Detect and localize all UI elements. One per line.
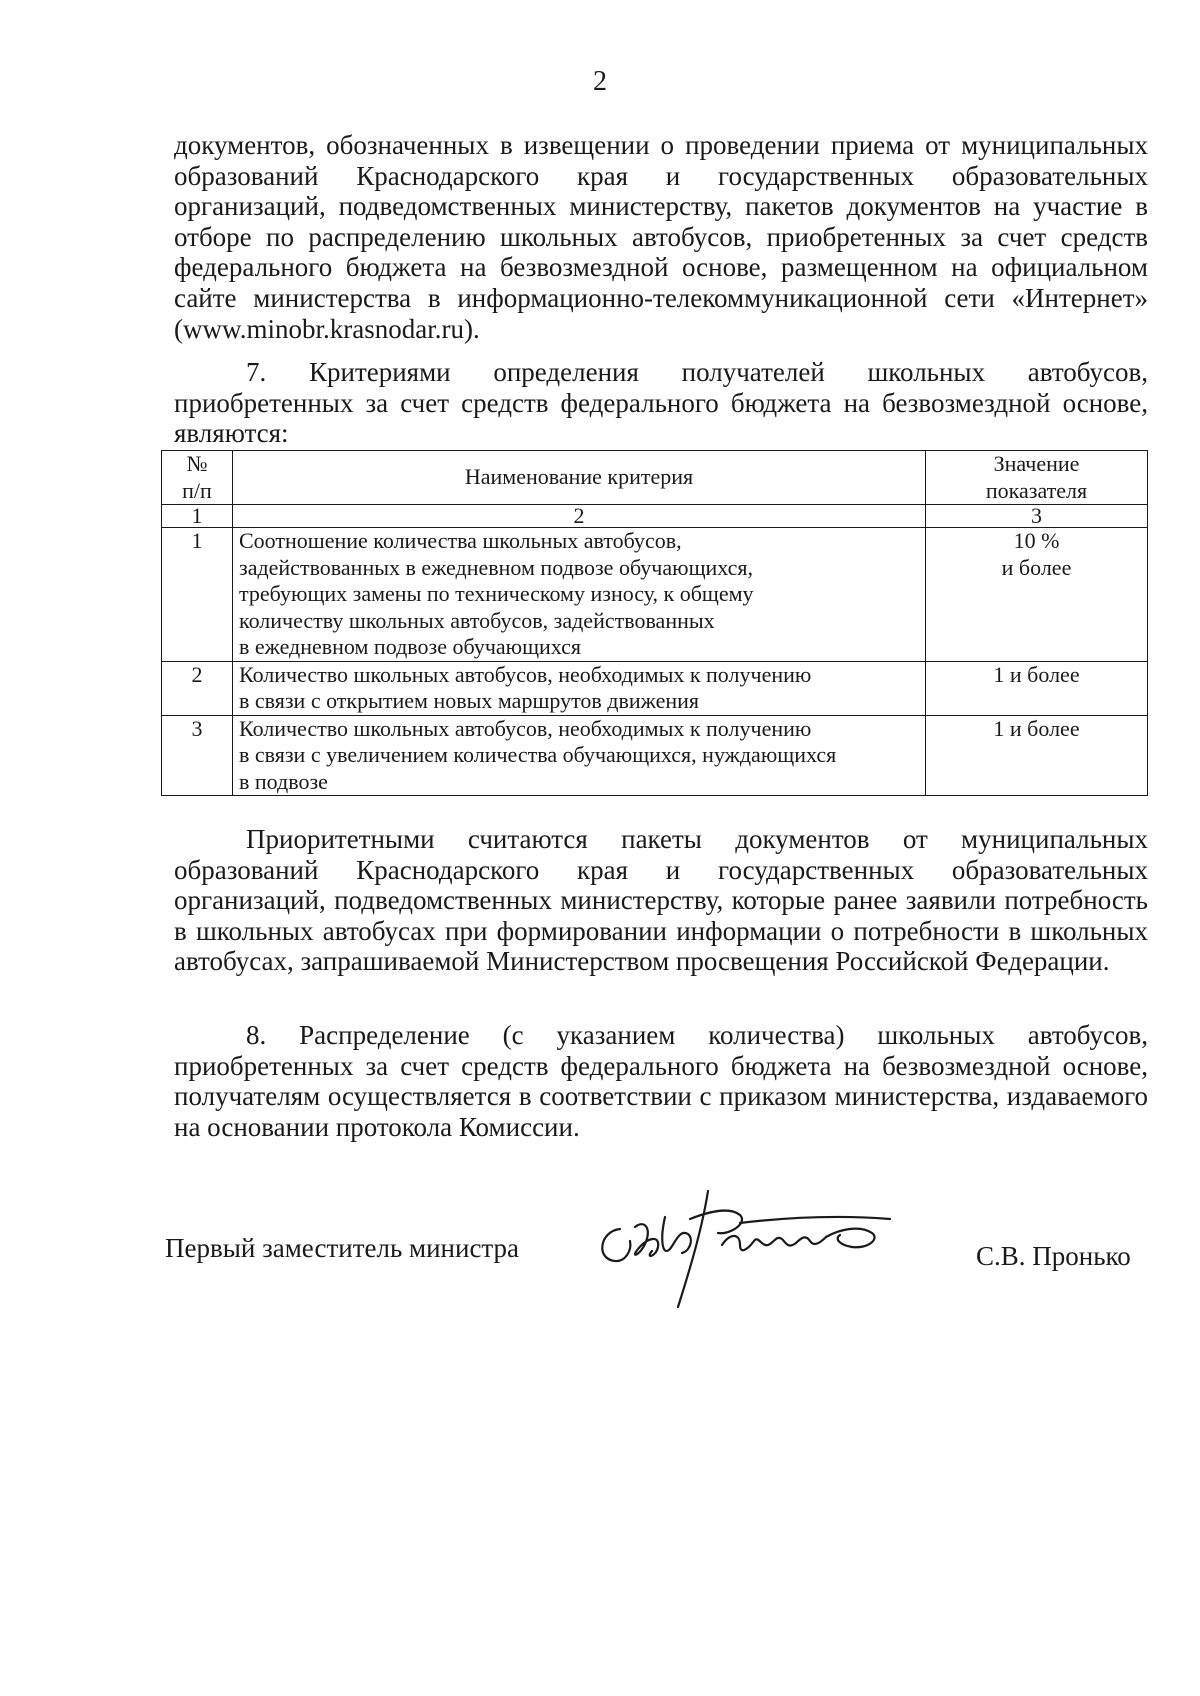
- row-number: 2: [162, 661, 233, 715]
- criterion-line: Соотношение количества школьных автобусов,: [239, 528, 682, 553]
- paragraph-item-7: 7. Критериями определения получателей школьных автобусов, приобретенных за счет средств федерального бюджета на безвозмездной основе, являются:: [174, 357, 1148, 449]
- header-number: [162, 451, 233, 505]
- criterion-name: [233, 715, 926, 796]
- signatory-name: С.В. Пронько: [976, 1241, 1131, 1271]
- value-line: 1 и более: [993, 661, 1080, 687]
- page-number: 2: [593, 66, 607, 97]
- table-index-row: [162, 505, 1148, 528]
- signatory-position: Первый заместитель министра: [165, 1233, 520, 1263]
- criterion-line: в подвозе: [239, 768, 328, 794]
- table-row: [162, 715, 1148, 796]
- criteria-table: [161, 450, 1148, 796]
- header-value-line2: показателя: [985, 477, 1088, 503]
- index-cell-1: 1: [162, 505, 233, 528]
- criterion-line: в связи с увеличением количества обучающихся, нуждающихся: [239, 742, 837, 767]
- header-value-line1: Значение: [993, 451, 1080, 476]
- paragraph-continuation: документов, обозначенных в извещении о проведении приема от муниципальных образований Краснодарского края и государственных образовательных организаций, подведомственных министерству, пакетов документов на участие в отборе по распределению школьных автобусов, приобретенных за счет средств федерального бюджета на безвозмездной основе, размещенном на официальном сайте министерства в информационно-телекоммуникационной сети «Интернет» (www.minobr.krasnodar.ru).: [174, 130, 1148, 344]
- criterion-name: [233, 661, 926, 715]
- table-row: [162, 661, 1148, 715]
- criterion-line: количеству школьных автобусов, задействованных: [239, 607, 715, 633]
- paragraph-priority: Приоритетными считаются пакеты документов от муниципальных образований Краснодарского края и государственных образовательных организаций, подведомственных министерству, которые ранее заявили потребность в школьных автобусах при формировании информации о потребности в школьных автобусах, запрашиваемой Министерством просвещения Российской Федерации.: [174, 824, 1148, 977]
- row-number: 1: [162, 528, 233, 662]
- criterion-line: Количество школьных автобусов, необходимых к получению: [239, 661, 812, 687]
- criterion-line: в ежедневном подвозе обучающихся: [239, 634, 582, 659]
- header-number-line1: №: [186, 451, 208, 476]
- criterion-line: требующих замены по техническому износу, к общему: [239, 581, 754, 606]
- paragraph-item-8: 8. Распределение (с указанием количества) школьных автобусов, приобретенных за счет средств федерального бюджета на безвозмездной основе, получателям осуществляется в соответствии с приказом министерства, издаваемого на основании протокола Комиссии.: [174, 1020, 1148, 1142]
- index-cell-3: 3: [926, 505, 1148, 528]
- header-value: [926, 451, 1148, 505]
- table-header-row: [162, 451, 1148, 505]
- criterion-value: [926, 715, 1148, 796]
- value-line: и более: [1001, 554, 1072, 580]
- criterion-line: Количество школьных автобусов, необходимых к получению: [239, 715, 812, 741]
- header-criterion-name: Наименование критерия: [233, 451, 926, 505]
- criterion-line: в связи с открытием новых маршрутов движения: [239, 688, 700, 713]
- header-number-line2: п/п: [182, 477, 212, 503]
- row-number: 3: [162, 715, 233, 796]
- value-line: 1 и более: [993, 715, 1080, 741]
- criterion-line: задействованных в ежедневном подвозе обучающихся,: [239, 554, 754, 580]
- handwritten-signature: [590, 1189, 910, 1309]
- value-line: 10 %: [1013, 528, 1060, 553]
- criterion-value: [926, 528, 1148, 662]
- criterion-name: [233, 528, 926, 662]
- index-cell-2: 2: [233, 505, 926, 528]
- criterion-value: [926, 661, 1148, 715]
- table-row: [162, 528, 1148, 662]
